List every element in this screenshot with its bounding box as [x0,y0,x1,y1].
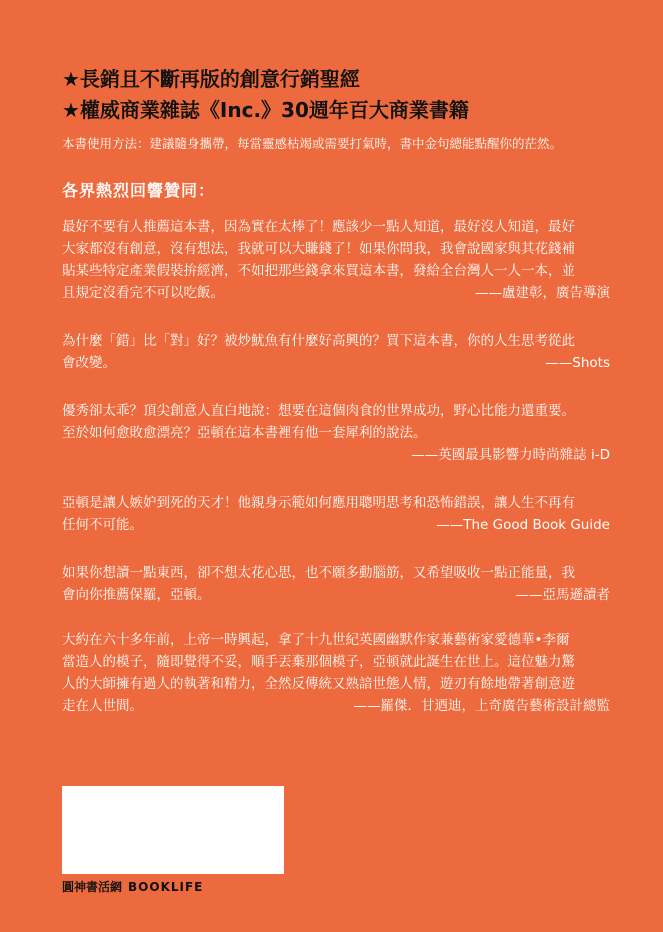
quote-line: 最好不要有人推薦這本書，因為實在太棒了！應該少一點人知道，最好沒人知道，最好 [62,219,575,235]
quote-attribution: ——英國最具影響力時尚雜誌 i-D [411,447,610,463]
quote-attribution: ——Shots [545,355,610,371]
headline-line-1: ★長銷且不斷再版的創意行銷聖經 [62,67,360,91]
quote-line: 走在人世間。 [62,698,143,714]
publisher-logo [62,878,203,895]
quote-line: 大約在六十多年前，上帝一時興起，拿了十九世紀英國幽默作家兼藝術家愛德華•李爾 [62,632,570,648]
quote-line: 任何不可能。 [62,517,143,533]
quote-line: 如果你想讀一點東西，卻不想太花心思，也不願多動腦筋，又希望吸收一點正能量，我 [62,565,575,581]
quote-line: 會改變。 [62,355,116,371]
quote-6 [62,629,610,717]
usage-note: 本書使用方法：建議隨身攜帶，每當靈感枯竭或需要打氣時，書中金句總能點醒你的茫然。 [62,136,563,151]
quote-attribution: ——The Good Book Guide [436,517,610,533]
quote-1 [62,216,610,304]
quote-line: 且規定沒看完不可以吃飯。 [62,285,224,301]
quote-line: 大家都沒有創意，沒有想法，我就可以大賺錢了！如果你問我，我會說國家與其花錢補 [62,241,575,257]
quote-attribution: ——亞馬遜讀者 [515,587,610,603]
quote-line: 人的大師擁有過人的執著和精力，全然反傳統又熟諳世態人情，遊刃有餘地帶著創意遊 [62,676,575,692]
quote-4 [62,492,610,536]
quote-3 [62,400,610,466]
quote-attribution: ——羅傑．甘迺迪，上奇廣告藝術設計總監 [353,698,610,714]
quote-2 [62,330,610,374]
quote-line: 會向你推薦保羅，亞頓。 [62,587,211,603]
quote-line: 至於如何愈敗愈漂亮？亞頓在這本書裡有他一套犀利的說法。 [62,425,427,441]
quote-line: 亞頓是讓人嫉妒到死的天才！他親身示範如何應用聰明思考和恐怖錯誤，讓人生不再有 [62,495,575,511]
quote-5 [62,562,610,606]
quote-line: 貼某些特定產業假裝拚經濟，不如把那些錢拿來買這本書，發給全台灣人一人一本，並 [62,263,575,279]
quote-attribution: ——盧建彰，廣告導演 [475,285,610,301]
publisher-name: 圓神書活網 [62,880,123,894]
quote-line: 優秀卻太乖？頂尖創意人直白地說：想要在這個肉食的世界成功，野心比能力還重要。 [62,403,575,419]
quote-line: 當造人的模子，隨即覺得不妥，順手丟棄那個模子，亞頓就此誕生在世上。這位魅力驚 [62,654,575,670]
headline [62,64,469,126]
section-title: 各界熱烈回響贊同： [62,181,216,200]
quote-line: 為什麼「錯」比「對」好？被炒魷魚有什麼好高興的？買下這本書，你的人生思考從此 [62,333,575,349]
barcode-area [62,786,284,874]
publisher-brand: BOOKLIFE [128,880,204,894]
headline-line-2: ★權威商業雜誌《Inc.》30週年百大商業書籍 [62,98,469,122]
